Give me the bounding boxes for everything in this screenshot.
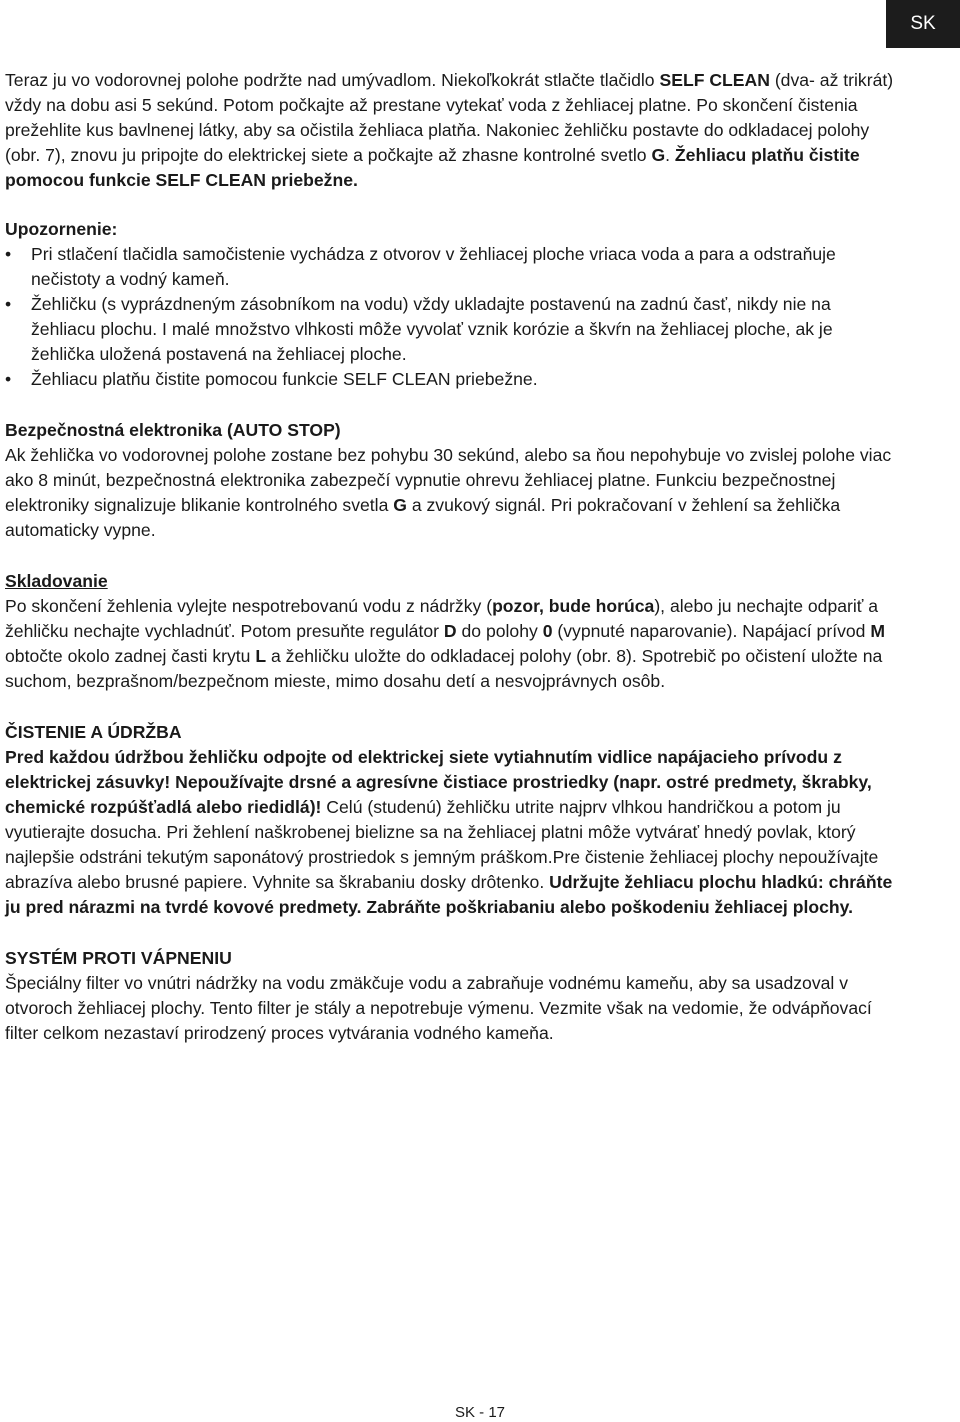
antiscale-section	[5, 946, 895, 1046]
storage-heading: Skladovanie	[5, 571, 108, 591]
page-number: SK - 17	[454, 1404, 506, 1421]
auto-stop-section	[5, 418, 895, 543]
warning-heading: Upozornenie:	[5, 219, 118, 239]
document-body	[5, 68, 895, 1046]
antiscale-paragraph: Špeciálny filter vo vnútri nádržky na vodu zmäkčuje vodu a zabraňuje vodnému kameňu, aby sa usadzoval v otvoroch žehliacej plochy. Tento filter je stály a nepotrebuje výmenu. Vezmite však na vedomie, že odvápňovací filter celkom nezastaví prirodzený proces vytvárania vodného kameňa.	[5, 973, 872, 1043]
warning-section	[5, 217, 895, 392]
warning-list	[5, 242, 895, 392]
storage-section	[5, 569, 895, 694]
language-tab: SK	[886, 0, 960, 48]
cleaning-section	[5, 720, 895, 920]
list-item: • Pri stlačení tlačidla samočistenie vychádza z otvorov v žehliacej ploche vriaca voda a para a odstraňuje nečistoty a vodný kameň.	[5, 242, 895, 292]
auto-stop-paragraph: Ak žehlička vo vodorovnej polohe zostane bez pohybu 30 sekúnd, alebo sa ňou nepohybuje vo zvislej polohe viac ako 8 minút, bezpečnostná elektronika zabezpečí vypnutie ohrevu žehliacej platne. Funkciu bezpečnostnej elektroniky signalizuje blikanie kontrolného svetla G a zvukový signál. Pri pokračovaní v žehlení sa žehlička automaticky vypne.	[5, 445, 892, 540]
auto-stop-heading: Bezpečnostná elektronika (AUTO STOP)	[5, 420, 341, 440]
cleaning-paragraph: Pred každou údržbou žehličku odpojte od elektrickej siete vytiahnutím vidlice napájacieho prívodu z elektrickej zásuvky! Nepoužívajte drsné a agresívne čistiace prostriedky (napr. ostré predmety, škrabky, chemické rozpúšťadlá alebo riedidlá)! Celú (studenú) žehličku utrite najprv vlhkou handričkou a potom ju vyutierajte dosucha. Pri žehlení naškrobenej bielizne sa na žehliacej platni môže vytvárať hnedý povlak, ktorý najlepšie odstráni tekutým saponátový prostriedok s jemným práškom.Pre čistenie žehliacej plochy nepoužívajte abrazíva alebo brusné papiere. Vyhnite sa škrabaniu dosky drôtenko. Udržujte žehliacu plochu hladkú: chráňte ju pred nárazmi na tvrdé kovové predmety. Zabráňte poškriabaniu alebo poškodeniu žehliacej plochy.	[5, 747, 893, 917]
cleaning-heading: ČISTENIE A ÚDRŽBA	[5, 722, 182, 742]
list-item: • Žehliacu platňu čistite pomocou funkcie SELF CLEAN priebežne.	[5, 367, 895, 392]
antiscale-heading: SYSTÉM PROTI VÁPNENIU	[5, 948, 232, 968]
intro-paragraph: Teraz ju vo vodorovnej polohe podržte nad umývadlom. Niekoľkokrát stlačte tlačidlo SELF CLEAN (dva- až trikrát) vždy na dobu asi 5 sekúnd. Potom počkajte až prestane vytekať voda z žehliacej platne. Po skončení čistenia prežehlite kus bavlnenej látky, aby sa očistila žehliaca platňa. Nakoniec žehličku postavte do odkladacej polohy (obr. 7), znovu ju pripojte do elektrickej siete a počkajte až zhasne kontrolné svetlo G. Žehliacu platňu čistite pomocou funkcie SELF CLEAN priebežne.	[5, 70, 894, 190]
list-item: • Žehličku (s vyprázdneným zásobníkom na vodu) vždy ukladajte postavenú na zadnú časť, nikdy nie na žehliacu plochu. I malé množstvo vlhkosti môže vyvolať vznik korózie a škvŕn na žehliacej ploche, ak je žehlička uložená postavená na žehliacej ploche.	[5, 292, 895, 367]
storage-paragraph: Po skončení žehlenia vylejte nespotrebovanú vodu z nádržky (pozor, bude horúca), alebo ju nechajte odpariť a žehličku nechajte vychladnúť. Potom presuňte regulátor D do polohy 0 (vypnuté naparovanie). Napájací prívod M obtočte okolo zadnej časti krytu L a žehličku uložte do odkladacej polohy (obr. 8). Spotrebič po očistení uložte na suchom, bezprašnom/bezpečnom mieste, mimo dosahu detí a nesvojprávnych osôb.	[5, 596, 885, 691]
